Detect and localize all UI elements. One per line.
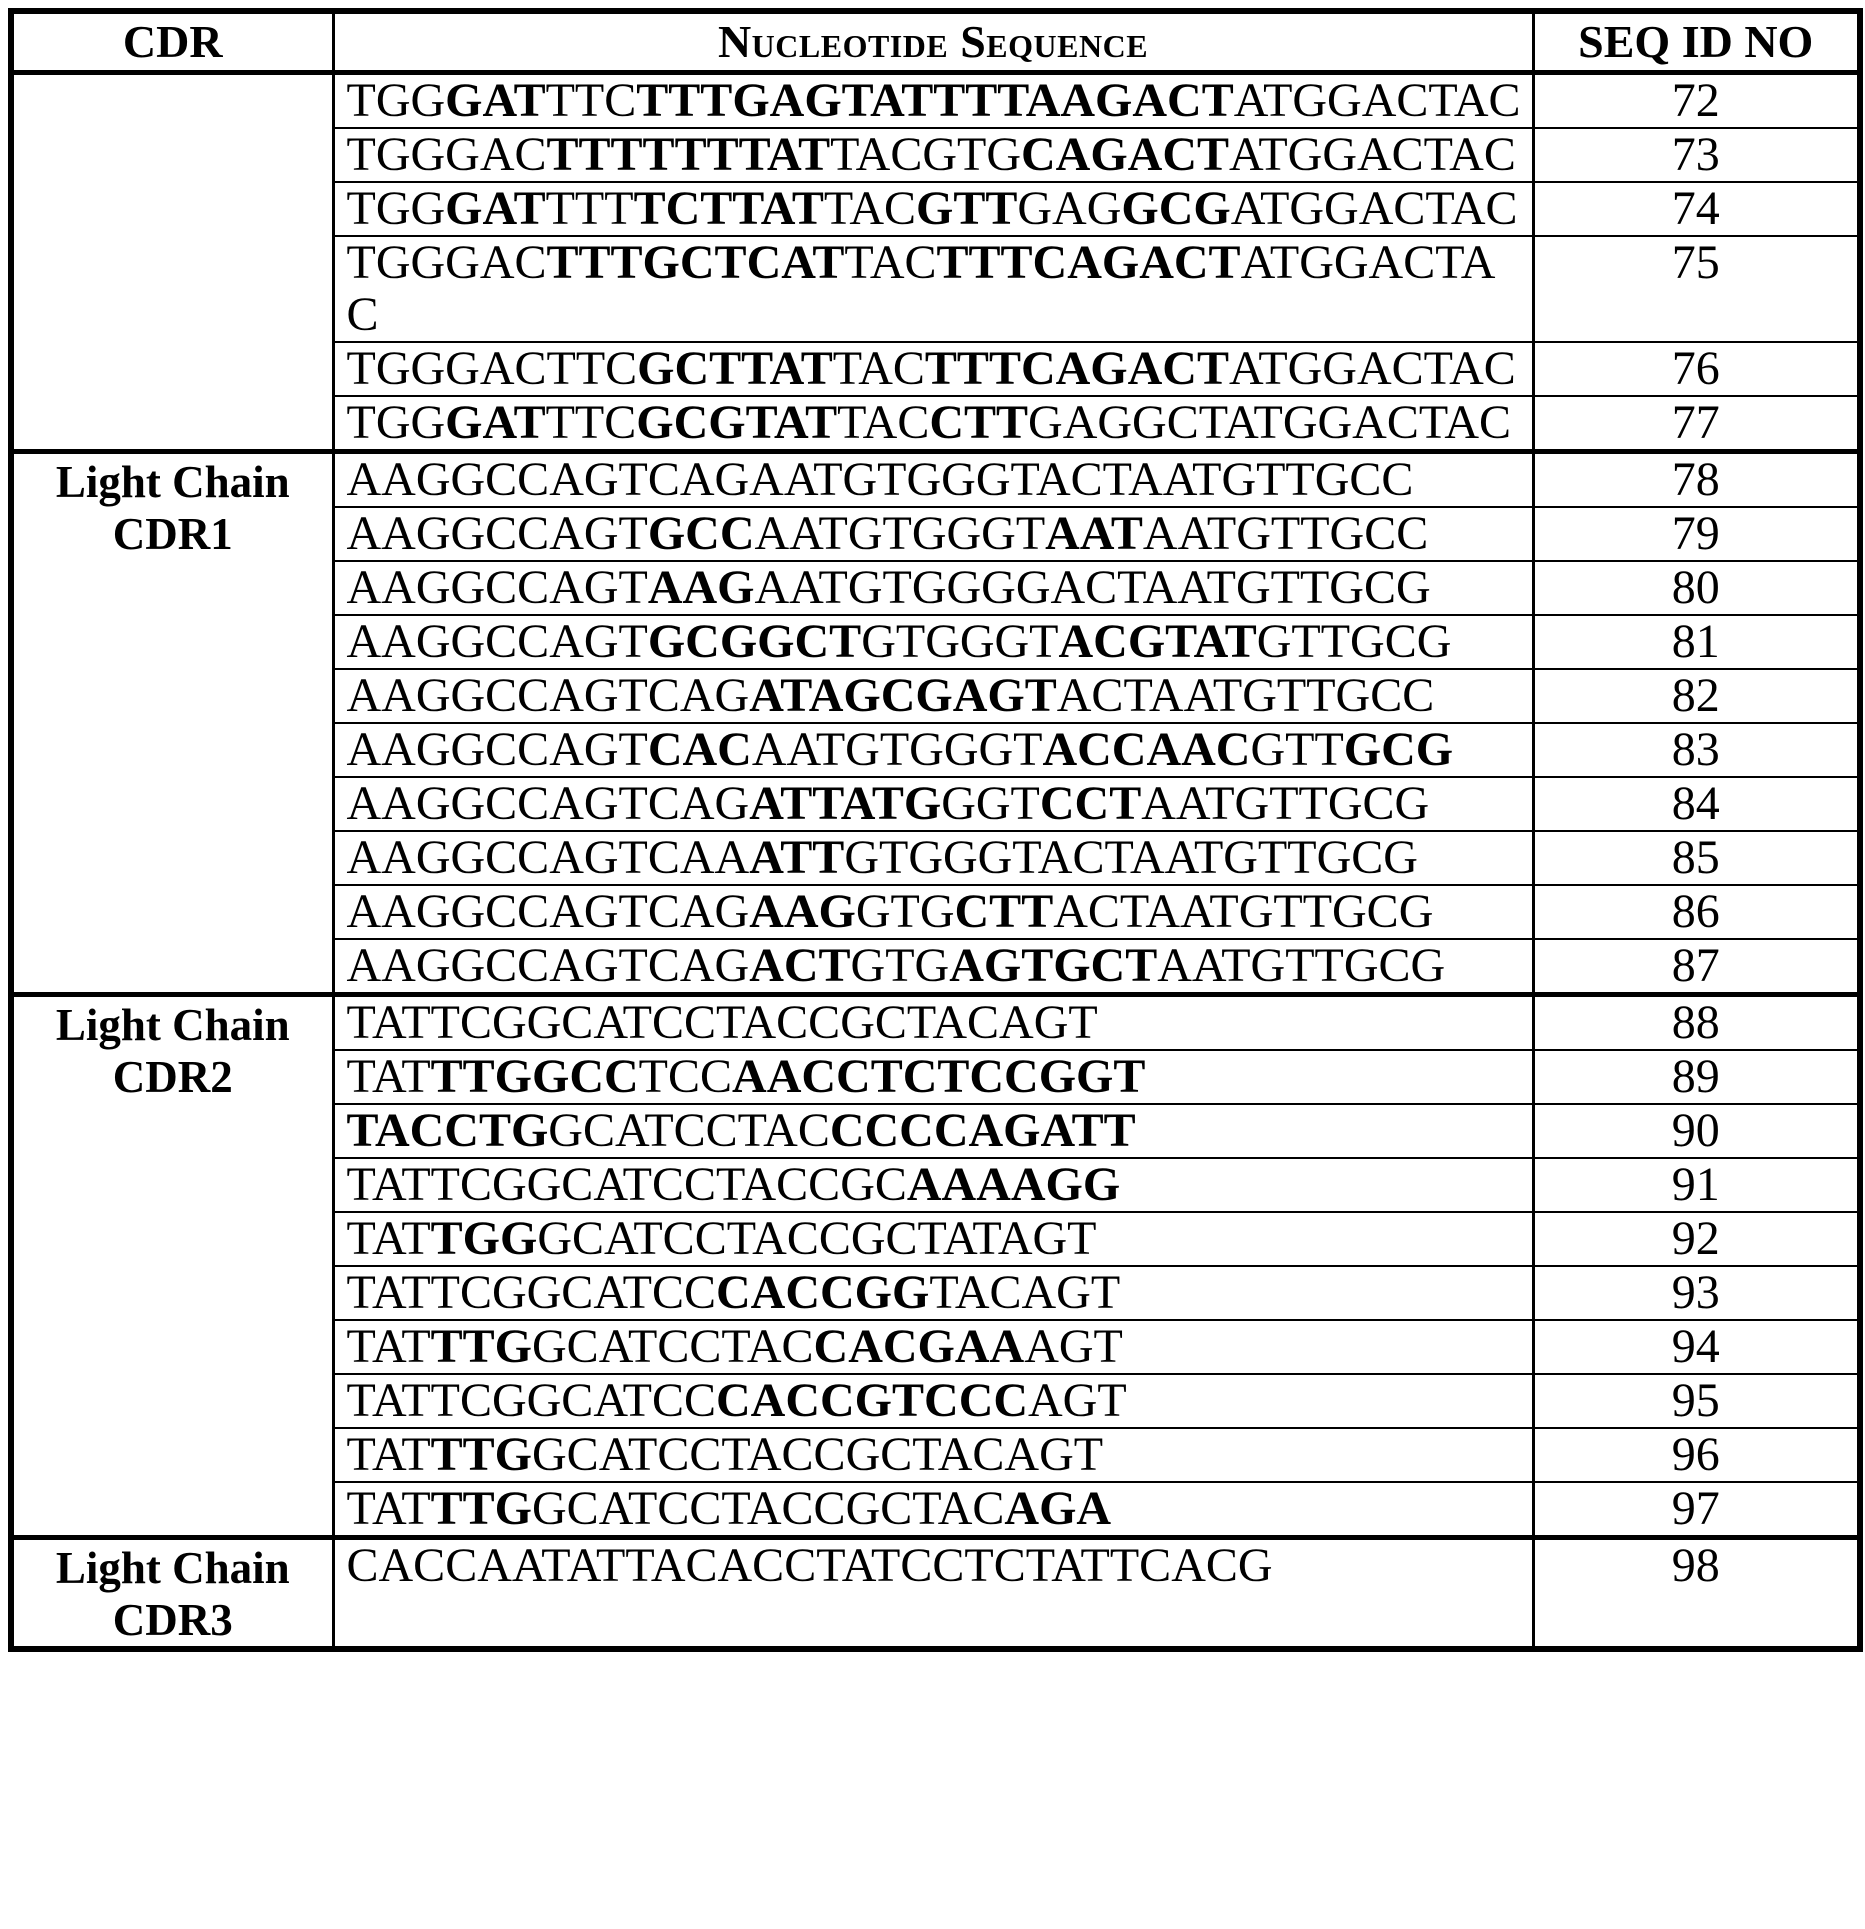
seq-id-no-cell: 85 [1533, 831, 1860, 885]
nucleotide-sequence-cell [333, 561, 1533, 615]
seq-id-no-cell: 72 [1533, 73, 1860, 129]
sequence-segment-bold: CAGACT [1020, 128, 1229, 181]
nucleotide-sequence-cell [333, 885, 1533, 939]
sequence-segment-bold: TTG [430, 1428, 533, 1481]
sequence-segment: TAC [837, 396, 930, 449]
nucleotide-sequence-cell [333, 831, 1533, 885]
sequence-segment: ATGGACTAC [1230, 182, 1518, 235]
sequence-segment-bold: AGA [1004, 1482, 1112, 1535]
sequence-segment-bold: AAAAGG [906, 1158, 1121, 1211]
cdr-label-cell [11, 452, 333, 995]
sequence-segment: AGT [1024, 1320, 1123, 1373]
sequence-segment: GTGGGT [861, 615, 1059, 668]
seq-id-no-cell: 82 [1533, 669, 1860, 723]
nucleotide-sequence-cell [333, 1104, 1533, 1158]
nucleotide-sequence-cell [333, 1050, 1533, 1104]
sequence-segment: AAGGCCAGTCAA [346, 831, 750, 884]
header-nucleotide-sequence: Nucleotide Sequence [333, 11, 1533, 73]
sequence-segment-bold: TTTGAGTATTTTAAGACT [636, 74, 1234, 127]
sequence-segment: TAC [832, 342, 925, 395]
sequence-segment-bold: CTT [954, 885, 1054, 938]
sequence-segment: TAT [346, 1320, 431, 1373]
sequence-segment-bold: TTGGCC [430, 1050, 639, 1103]
seq-id-no-cell: 96 [1533, 1428, 1860, 1482]
sequence-segment-bold: ACGTAT [1058, 615, 1257, 668]
sequence-segment: AAGGCCAGT [346, 723, 648, 776]
sequence-segment-bold: ACT [749, 939, 851, 992]
sequence-segment-bold: CCT [1039, 777, 1142, 830]
sequence-segment-bold: AAG [749, 885, 856, 938]
seq-id-no-cell: 91 [1533, 1158, 1860, 1212]
seq-id-no-cell: 73 [1533, 128, 1860, 182]
sequence-segment: GCATCCTAC [548, 1104, 830, 1157]
cdr-label-line: Light Chain [55, 1000, 290, 1050]
sequence-segment: GCATCCTACCGCTACAGT [532, 1428, 1104, 1481]
header-row [11, 11, 1860, 73]
seq-id-no-cell: 76 [1533, 342, 1860, 396]
header-seq-id-no: SEQ ID NO [1533, 11, 1860, 73]
cdr-label-line: CDR3 [112, 1595, 233, 1645]
sequence-segment: AAGGCCAGTCAG [346, 939, 750, 992]
sequence-segment-bold: GAT [445, 74, 546, 127]
sequence-segment: AATGTTGCG [1157, 939, 1446, 992]
cdr-label-line: Light Chain [55, 1543, 290, 1593]
sequence-segment: AAGGCCAGT [346, 615, 648, 668]
sequence-segment-bold: ACCAAC [1042, 723, 1251, 776]
seq-id-no-cell: 94 [1533, 1320, 1860, 1374]
header-cdr: CDR [122, 16, 223, 67]
nucleotide-sequence-cell [333, 1158, 1533, 1212]
sequence-segment-bold: GCGGCT [647, 615, 862, 668]
seq-id-no-cell: 95 [1533, 1374, 1860, 1428]
seq-id-no-cell: 81 [1533, 615, 1860, 669]
nucleotide-sequence-cell [333, 1538, 1533, 1650]
sequence-segment: GTG [850, 939, 950, 992]
seq-id-no-cell: 97 [1533, 1482, 1860, 1538]
sequence-segment-bold: GCG [1343, 723, 1454, 776]
sequence-segment: AAGGCCAGTCAG [346, 885, 750, 938]
nucleotide-sequence-cell [333, 342, 1533, 396]
cdr-nucleotide-sequence-table [8, 8, 1863, 1652]
seq-id-no-cell: 88 [1533, 995, 1860, 1051]
sequence-segment: ATGGACTAC [346, 236, 1496, 341]
cdr-label-line: CDR1 [112, 509, 233, 559]
sequence-segment: GTG [855, 885, 955, 938]
nucleotide-sequence-cell [333, 182, 1533, 236]
table-body [11, 73, 1860, 1650]
sequence-segment-bold: TGG [430, 1212, 538, 1265]
sequence-segment-bold: ATTATG [749, 777, 942, 830]
sequence-segment: GGT [941, 777, 1040, 830]
sequence-segment-bold: TTG [430, 1482, 533, 1535]
sequence-segment-bold: TCTTAT [633, 182, 824, 235]
seq-id-no-cell: 92 [1533, 1212, 1860, 1266]
cdr-label-cell [11, 995, 333, 1538]
sequence-segment: TATTCGGCATCCTACCGCTACAGT [346, 996, 1098, 1049]
sequence-segment: ATGGACTAC [1229, 128, 1516, 181]
sequence-segment: TACGTG [830, 128, 1021, 181]
seq-id-no-cell: 90 [1533, 1104, 1860, 1158]
sequence-segment-bold: ATAGCGAGT [749, 669, 1057, 722]
sequence-segment: AAGGCCAGTCAG [346, 777, 750, 830]
nucleotide-sequence-cell [333, 452, 1533, 508]
sequence-segment: AAGGCCAGTCAG [346, 669, 750, 722]
sequence-segment-bold: TTTGCTCAT [546, 236, 845, 289]
sequence-segment: GCATCCTACCGCTAC [532, 1482, 1005, 1535]
nucleotide-sequence-cell [333, 939, 1533, 995]
sequence-segment: GCATCCTAC [532, 1320, 814, 1373]
table-header [11, 11, 1860, 73]
nucleotide-sequence-cell [333, 1428, 1533, 1482]
sequence-segment-bold: CACCGG [716, 1266, 930, 1319]
sequence-segment: TAT [346, 1482, 431, 1535]
cdr-label-line: Light Chain [55, 457, 290, 507]
nucleotide-sequence-cell [333, 507, 1533, 561]
seq-id-no-cell: 77 [1533, 396, 1860, 452]
table-row [11, 1538, 1860, 1650]
sequence-segment: CACCAATATTACACCTATCCTCTATTCACG [346, 1539, 1273, 1592]
sequence-segment: TATTCGGCATCCTACCGC [346, 1158, 907, 1211]
sequence-segment-bold: AAG [647, 561, 755, 614]
table-row [11, 452, 1860, 508]
nucleotide-sequence-cell [333, 615, 1533, 669]
sequence-segment: TAT [346, 1050, 431, 1103]
seq-id-no-cell: 89 [1533, 1050, 1860, 1104]
seq-id-no-cell: 80 [1533, 561, 1860, 615]
seq-id-no-cell: 75 [1533, 236, 1860, 342]
sequence-segment-bold: ATT [749, 831, 845, 884]
nucleotide-sequence-cell [333, 1266, 1533, 1320]
sequence-segment: AATGTGGGT [751, 723, 1043, 776]
sequence-segment: TGG [346, 74, 446, 127]
seq-id-no-cell: 79 [1533, 507, 1860, 561]
sequence-segment: TAT [346, 1212, 431, 1265]
table-row [11, 73, 1860, 129]
sequence-segment: TGG [346, 182, 446, 235]
cdr-label-cell [11, 73, 333, 452]
sequence-segment: AATGTTGCG [1141, 777, 1430, 830]
nucleotide-sequence-cell [333, 1482, 1533, 1538]
nucleotide-sequence-cell [333, 1320, 1533, 1374]
sequence-segment-bold: AAT [1045, 507, 1143, 560]
sequence-segment: AAGGCCAGT [346, 561, 648, 614]
seq-id-no-cell: 86 [1533, 885, 1860, 939]
sequence-segment-bold: TTTTTTTAT [546, 128, 831, 181]
sequence-segment-bold: TTTCAGACT [924, 342, 1229, 395]
sequence-segment: TATTCGGCATCC [346, 1374, 717, 1427]
sequence-segment: TGG [346, 396, 446, 449]
sequence-segment: TTC [545, 396, 637, 449]
sequence-segment: ACTAATGTTGCC [1056, 669, 1435, 722]
nucleotide-sequence-cell [333, 1374, 1533, 1428]
nucleotide-sequence-cell [333, 669, 1533, 723]
sequence-segment: AATGTGGGT [754, 507, 1046, 560]
sequence-segment: ACTAATGTTGCG [1053, 885, 1434, 938]
sequence-segment: TAC [823, 182, 916, 235]
nucleotide-sequence-cell [333, 396, 1533, 452]
sequence-segment: ATGGACTAC [1228, 342, 1516, 395]
sequence-segment: TGGGAC [346, 236, 547, 289]
sequence-segment-bold: GCGTAT [636, 396, 838, 449]
sequence-segment: GCATCCTACCGCTATAGT [537, 1212, 1097, 1265]
sequence-segment-bold: GAT [445, 182, 546, 235]
seq-id-no-cell: 74 [1533, 182, 1860, 236]
sequence-segment: GTT [1250, 723, 1344, 776]
sequence-segment: AATGTTGCC [1142, 507, 1429, 560]
sequence-segment-bold: AACCTCTCCGGT [732, 1050, 1146, 1103]
sequence-segment: AGT [1028, 1374, 1127, 1427]
sequence-segment: AATGTGGGGACTAATGTTGCG [754, 561, 1431, 614]
sequence-segment: TGGGAC [346, 128, 547, 181]
seq-id-no-cell: 93 [1533, 1266, 1860, 1320]
cdr-label-cell [11, 1538, 333, 1650]
nucleotide-sequence-cell [333, 995, 1533, 1051]
nucleotide-sequence-cell [333, 236, 1533, 342]
sequence-segment-bold: AGTGCT [949, 939, 1158, 992]
sequence-segment-bold: GCC [647, 507, 755, 560]
nucleotide-sequence-cell [333, 73, 1533, 129]
sequence-segment-bold: CTT [929, 396, 1029, 449]
sequence-segment: AAGGCCAGT [346, 507, 648, 560]
sequence-segment: ATGGACTAC [1233, 74, 1521, 127]
cdr-label-line: CDR2 [112, 1052, 233, 1102]
sequence-segment-bold: CACCGTCCC [716, 1374, 1029, 1427]
seq-id-no-cell: 83 [1533, 723, 1860, 777]
nucleotide-sequence-cell [333, 777, 1533, 831]
sequence-segment-bold: CAC [647, 723, 752, 776]
sequence-segment: TTC [545, 74, 637, 127]
seq-id-no-cell: 78 [1533, 452, 1860, 508]
sequence-segment-bold: GCG [1121, 182, 1231, 235]
table-row [11, 995, 1860, 1051]
sequence-segment-bold: TTG [430, 1320, 533, 1373]
sequence-segment-bold: GAT [445, 396, 546, 449]
sequence-segment: GAG [1017, 182, 1122, 235]
sequence-segment-bold: GTT [916, 182, 1018, 235]
sequence-segment-bold: GCTTAT [637, 342, 833, 395]
sequence-segment-bold: CCCCAGATT [829, 1104, 1136, 1157]
sequence-segment: GTGGGTACTAATGTTGCG [844, 831, 1418, 884]
sequence-segment: TTT [545, 182, 634, 235]
nucleotide-sequence-cell [333, 723, 1533, 777]
sequence-segment: TATTCGGCATCC [346, 1266, 717, 1319]
sequence-segment-bold: TTTCAGACT [936, 236, 1241, 289]
nucleotide-sequence-cell [333, 128, 1533, 182]
sequence-segment-bold: TACCTG [346, 1104, 549, 1157]
sequence-segment-bold: CACGAA [813, 1320, 1025, 1373]
sequence-segment: TAT [346, 1428, 431, 1481]
seq-id-no-cell: 98 [1533, 1538, 1860, 1650]
sequence-segment: TCC [638, 1050, 733, 1103]
sequence-segment: TGGGACTTC [346, 342, 638, 395]
sequence-segment: TACAGT [929, 1266, 1121, 1319]
sequence-segment: AAGGCCAGTCAGAATGTGGGTACTAATGTTGCC [346, 453, 1414, 506]
seq-id-no-cell: 87 [1533, 939, 1860, 995]
sequence-segment: TAC [844, 236, 937, 289]
nucleotide-sequence-cell [333, 1212, 1533, 1266]
sequence-segment: GTTGCG [1256, 615, 1452, 668]
seq-id-no-cell: 84 [1533, 777, 1860, 831]
sequence-segment: GAGGCTATGGACTAC [1028, 396, 1512, 449]
